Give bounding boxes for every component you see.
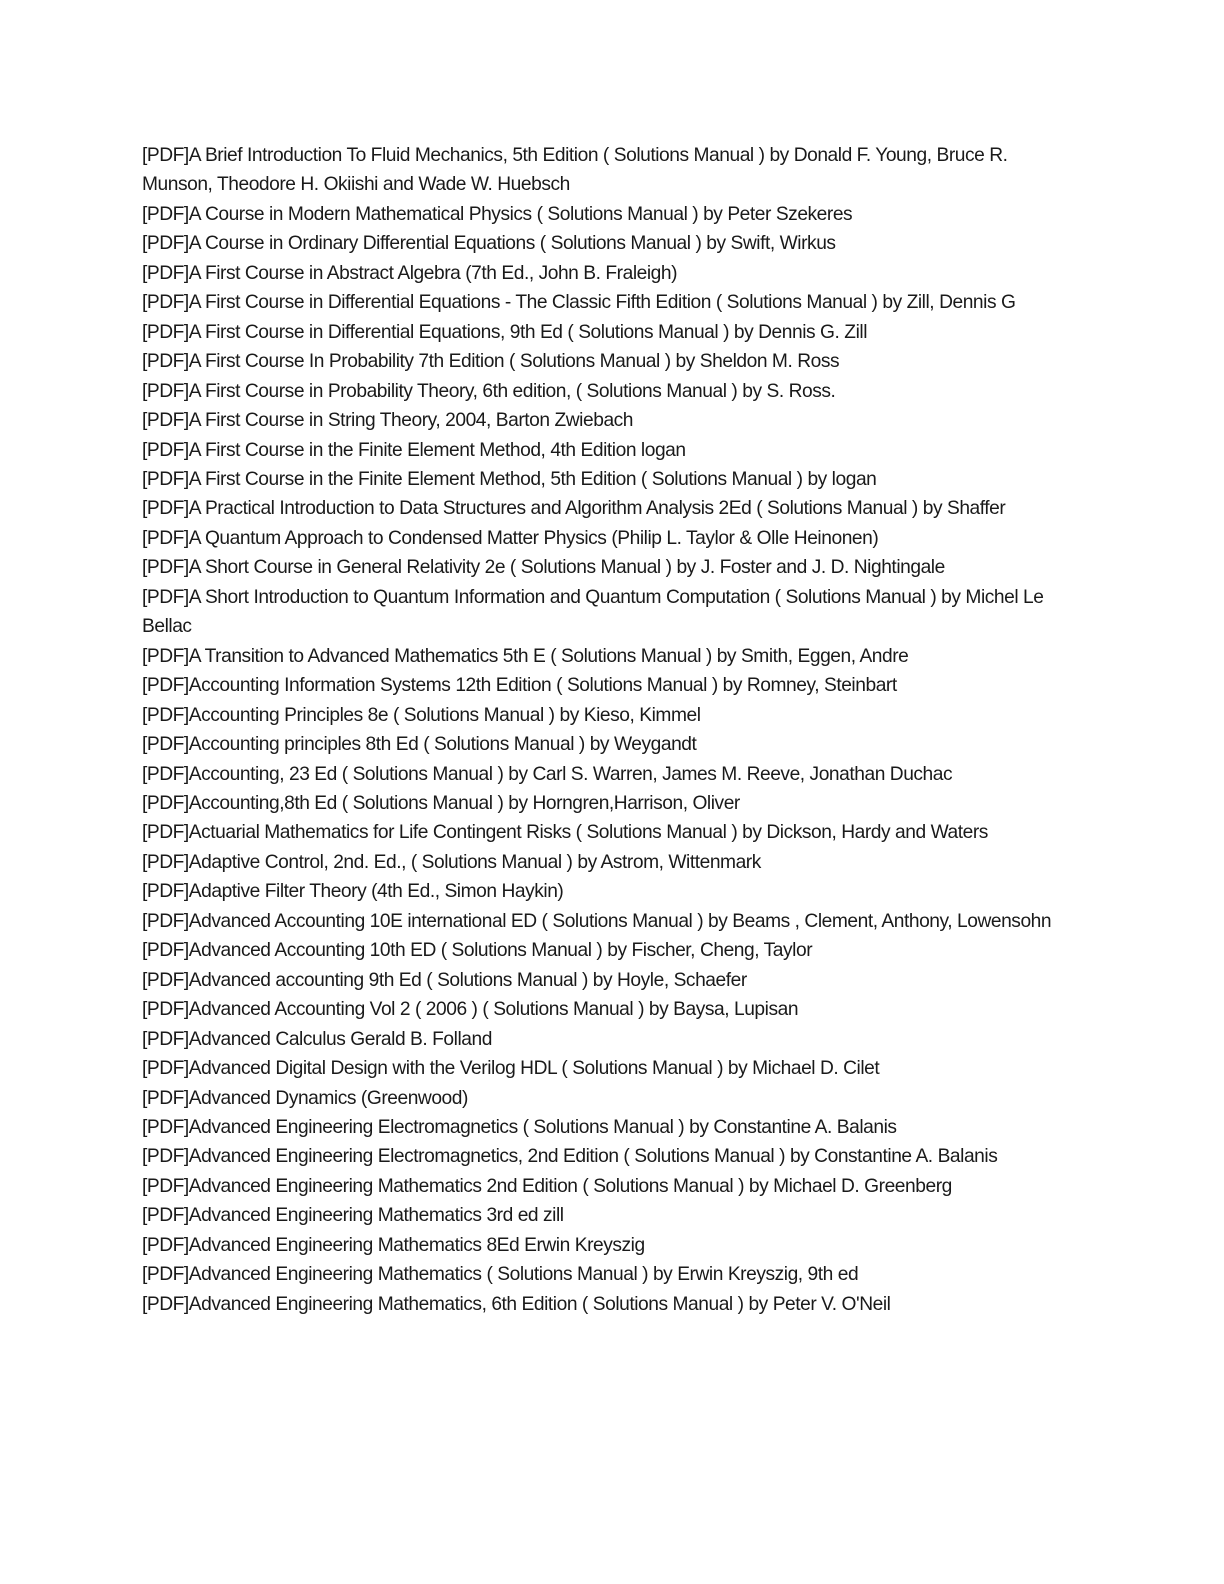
list-item: [PDF]A Transition to Advanced Mathematics 5th E ( Solutions Manual ) by Smith, Eggen, Andre bbox=[142, 645, 909, 667]
list-item: [PDF]A First Course in Differential Equations, 9th Ed ( Solutions Manual ) by Dennis G. Zill bbox=[142, 321, 868, 343]
document-page bbox=[142, 141, 1072, 1319]
list-item: [PDF]Advanced Dynamics (Greenwood) bbox=[142, 1087, 468, 1109]
list-item: [PDF]Advanced Accounting 10th ED ( Solutions Manual ) by Fischer, Cheng, Taylor bbox=[142, 940, 813, 962]
list-item: [PDF]Advanced Accounting 10E international ED ( Solutions Manual ) by Beams , Clement, Anthony, Lowensohn bbox=[142, 910, 1052, 932]
list-item: [PDF]A Practical Introduction to Data Structures and Algorithm Analysis 2Ed ( Solutions Manual ) by Shaffer bbox=[142, 498, 1006, 520]
list-item: [PDF]Advanced Engineering Electromagnetics, 2nd Edition ( Solutions Manual ) by Constantine A. Balanis bbox=[142, 1146, 998, 1168]
list-item: [PDF]Advanced Calculus Gerald B. Folland bbox=[142, 1028, 492, 1050]
list-item: [PDF]Adaptive Filter Theory (4th Ed., Simon Haykin) bbox=[142, 881, 564, 903]
list-item: [PDF]A First Course in String Theory, 2004, Barton Zwiebach bbox=[142, 410, 634, 432]
list-item: [PDF]Adaptive Control, 2nd. Ed., ( Solutions Manual ) by Astrom, Wittenmark bbox=[142, 851, 761, 873]
list-item: [PDF]Accounting, 23 Ed ( Solutions Manual ) by Carl S. Warren, James M. Reeve, Jonathan Duchac bbox=[142, 763, 953, 785]
list-item: [PDF]Advanced Engineering Electromagnetics ( Solutions Manual ) by Constantine A. Balanis bbox=[142, 1116, 897, 1138]
list-item: [PDF]Accounting principles 8th Ed ( Solutions Manual ) by Weygandt bbox=[142, 734, 697, 756]
list-item: [PDF]Advanced accounting 9th Ed ( Solutions Manual ) by Hoyle, Schaefer bbox=[142, 969, 747, 991]
list-item: [PDF]Accounting,8th Ed ( Solutions Manual ) by Horngren,Harrison, Oliver bbox=[142, 792, 740, 814]
list-item: [PDF]A First Course in Differential Equations - The Classic Fifth Edition ( Solutions Manual ) by Zill, Dennis G bbox=[142, 292, 1016, 314]
list-item: [PDF]Actuarial Mathematics for Life Contingent Risks ( Solutions Manual ) by Dickson, Hardy and Waters bbox=[142, 822, 988, 844]
list-item: [PDF]A Course in Modern Mathematical Physics ( Solutions Manual ) by Peter Szekeres bbox=[142, 203, 853, 225]
list-item: [PDF]A First Course in the Finite Element Method, 5th Edition ( Solutions Manual ) by logan bbox=[142, 468, 877, 490]
list-item: [PDF]Advanced Engineering Mathematics ( Solutions Manual ) by Erwin Kreyszig, 9th ed bbox=[142, 1264, 859, 1286]
list-item: [PDF]Advanced Engineering Mathematics 8Ed Erwin Kreyszig bbox=[142, 1234, 645, 1256]
list-item: [PDF]A First Course in Abstract Algebra (7th Ed., John B. Fraleigh) bbox=[142, 262, 678, 284]
list-item: [PDF]Advanced Engineering Mathematics 3rd ed zill bbox=[142, 1205, 564, 1227]
list-item: [PDF]Accounting Information Systems 12th Edition ( Solutions Manual ) by Romney, Steinbart bbox=[142, 675, 897, 697]
list-item: [PDF]A Brief Introduction To Fluid Mechanics, 5th Edition ( Solutions Manual ) by Donald F. Young, Bruce R. Munson, Theodore H. Okiishi and Wade W. Huebsch bbox=[142, 145, 1008, 196]
list-item: [PDF]A Short Course in General Relativity 2e ( Solutions Manual ) by J. Foster and J. D. Nightingale bbox=[142, 557, 945, 579]
list-item: [PDF]Advanced Engineering Mathematics 2nd Edition ( Solutions Manual ) by Michael D. Greenberg bbox=[142, 1175, 952, 1197]
list-item: [PDF]A First Course in the Finite Element Method, 4th Edition logan bbox=[142, 439, 686, 461]
list-item: [PDF]Advanced Accounting Vol 2 ( 2006 ) ( Solutions Manual ) by Baysa, Lupisan bbox=[142, 999, 799, 1021]
list-item: [PDF]Advanced Digital Design with the Verilog HDL ( Solutions Manual ) by Michael D. Cilet bbox=[142, 1058, 880, 1080]
list-item: [PDF]A First Course In Probability 7th Edition ( Solutions Manual ) by Sheldon M. Ross bbox=[142, 351, 840, 373]
list-item: [PDF]A Quantum Approach to Condensed Matter Physics (Philip L. Taylor & Olle Heinonen) bbox=[142, 527, 879, 549]
list-item: [PDF]A Course in Ordinary Differential Equations ( Solutions Manual ) by Swift, Wirkus bbox=[142, 233, 836, 255]
list-item: [PDF]Accounting Principles 8e ( Solutions Manual ) by Kieso, Kimmel bbox=[142, 704, 701, 726]
list-item: [PDF]Advanced Engineering Mathematics, 6th Edition ( Solutions Manual ) by Peter V. O'Neil bbox=[142, 1293, 891, 1315]
list-item: [PDF]A First Course in Probability Theory, 6th edition, ( Solutions Manual ) by S. Ross. bbox=[142, 380, 836, 402]
list-item: [PDF]A Short Introduction to Quantum Information and Quantum Computation ( Solutions Manual ) by Michel Le Bellac bbox=[142, 586, 1044, 638]
